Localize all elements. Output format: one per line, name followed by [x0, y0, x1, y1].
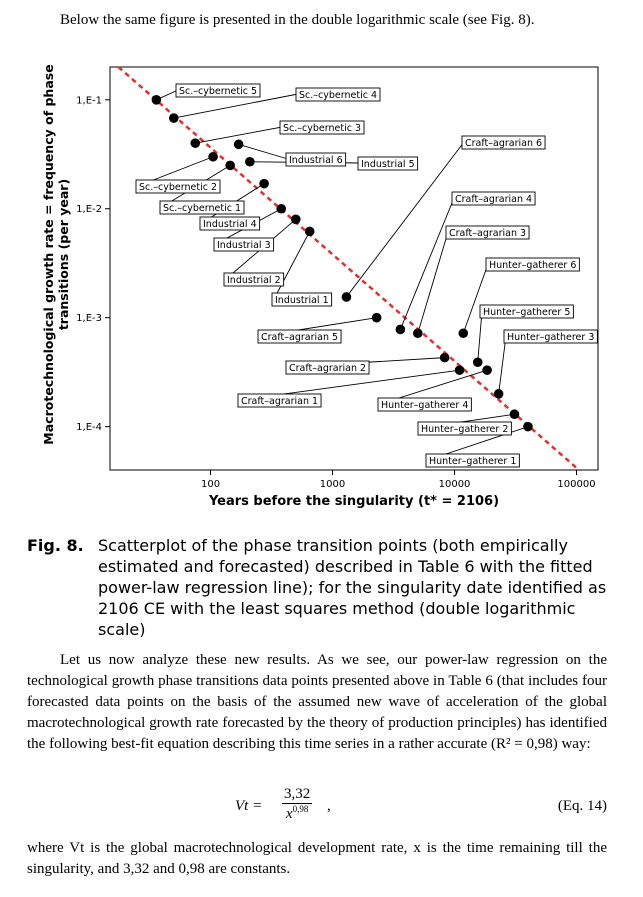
data-point: [342, 292, 352, 302]
y-tick-label: 1,E-4: [76, 422, 102, 434]
x-axis-label: Years before the singularity (t* = 2106): [208, 494, 500, 509]
y-tick-label: 1,E-2: [76, 204, 102, 216]
data-point: [396, 325, 406, 335]
equation-denominator: [282, 804, 312, 823]
x-tick-label: 100: [200, 479, 221, 490]
equation-denominator-base: x: [285, 806, 293, 822]
data-point: [523, 422, 533, 432]
data-point: [276, 204, 286, 214]
annotation-label: Sc.–cybernetic 5: [179, 86, 257, 97]
x-tick-label: 10000: [438, 479, 471, 490]
data-point: [305, 227, 315, 237]
data-point: [413, 328, 423, 338]
annotation-label: Hunter–gatherer 2: [421, 424, 509, 435]
annotation-label: Industrial 3: [217, 240, 271, 251]
annotation-label: Industrial 2: [227, 275, 281, 286]
equation-comma: ,: [327, 798, 331, 814]
annotation-label: Craft–agrarian 1: [241, 396, 319, 407]
scatterplot: [40, 60, 630, 515]
equation-label: (Eq. 14): [557, 798, 607, 814]
annotation-label: Hunter–gatherer 6: [489, 260, 577, 271]
data-point: [152, 95, 162, 105]
annotation-label: Hunter–gatherer 3: [507, 332, 595, 343]
figure-caption: [27, 535, 607, 640]
intro-paragraph: Below the same figure is presented in the double logarithmic scale (see Fig. 8).: [60, 12, 535, 28]
x-tick-label: 1000: [319, 479, 346, 490]
equation-numerator: 3,32: [284, 786, 311, 802]
data-point: [234, 140, 244, 150]
equation-lhs: Vt =: [235, 798, 263, 814]
annotation-label: Sc.–cybernetic 2: [139, 182, 217, 193]
annotation-label: Industrial 4: [203, 219, 257, 230]
equation-fraction: [282, 786, 312, 823]
data-point: [190, 138, 200, 148]
data-point: [458, 328, 468, 338]
annotation-label: Industrial 5: [361, 159, 415, 170]
annotation-label: Hunter–gatherer 1: [429, 456, 517, 467]
annotation-label: Craft–agrarian 6: [465, 138, 543, 149]
y-axis-label-line2: transitions (per year): [56, 178, 71, 331]
data-point: [510, 409, 520, 419]
equation-exponent: 0,98: [292, 804, 309, 814]
data-point: [169, 113, 179, 123]
annotation-label: Hunter–gatherer 5: [483, 307, 571, 318]
x-tick-label: 100000: [557, 479, 596, 490]
caption-text: Scatterplot of the phase transition points (both empirically estimated and forecasted) described in Table 6 with the fitted power-law regression line); for the singularity date identified as 2106 CE with the least squares method (double logarithmic scale): [98, 536, 607, 639]
y-axis-label-line1: Macrotechnological growth rate = frequency of phase: [41, 64, 56, 445]
annotation-label: Craft–agrarian 4: [455, 194, 533, 205]
figure-8: [40, 60, 630, 515]
caption-label: Fig. 8.: [27, 536, 84, 555]
data-point: [440, 353, 450, 363]
data-point: [208, 152, 218, 162]
data-point: [291, 215, 301, 225]
annotation-label: Hunter–gatherer 4: [381, 400, 469, 411]
annotation-label: Craft–agrarian 5: [261, 332, 339, 343]
data-point: [482, 365, 492, 375]
data-point: [245, 157, 255, 167]
data-point: [372, 313, 382, 323]
annotation-label: Sc.–cybernetic 3: [283, 123, 361, 134]
data-point: [494, 389, 504, 399]
data-point: [225, 161, 235, 171]
annotation-label: Industrial 6: [289, 155, 343, 166]
y-tick-label: 1,E-1: [76, 95, 102, 107]
annotation-label: Sc.–cybernetic 1: [163, 203, 241, 214]
body-paragraph: Let us now analyze these new results. As we see, our power-law regression on the technological growth phase transitions data points presented above in Table 6 (that includes four forecasted data points on the basis of the assumed new wave of acceleration of the global macrotechnological growth rate forecasted by the theory of production principles) has identified the following best-fit equation describing this time series in a rather accurate (R² = 0,98) way:: [27, 652, 607, 752]
annotation-label: Sc.–cybernetic 4: [299, 90, 377, 101]
annotation-label: Industrial 1: [275, 295, 329, 306]
annotation-label: Craft–agrarian 2: [289, 363, 367, 374]
data-point: [455, 365, 465, 375]
y-tick-label: 1,E-3: [76, 313, 102, 325]
equation-14: [27, 786, 607, 832]
data-point: [259, 179, 269, 189]
data-point: [473, 357, 483, 367]
closing-paragraph: where Vt is the global macrotechnological development rate, x is the time remaining till the singularity, and 3,32 and 0,98 are constants.: [27, 840, 607, 877]
annotation-label: Craft–agrarian 3: [449, 228, 527, 239]
